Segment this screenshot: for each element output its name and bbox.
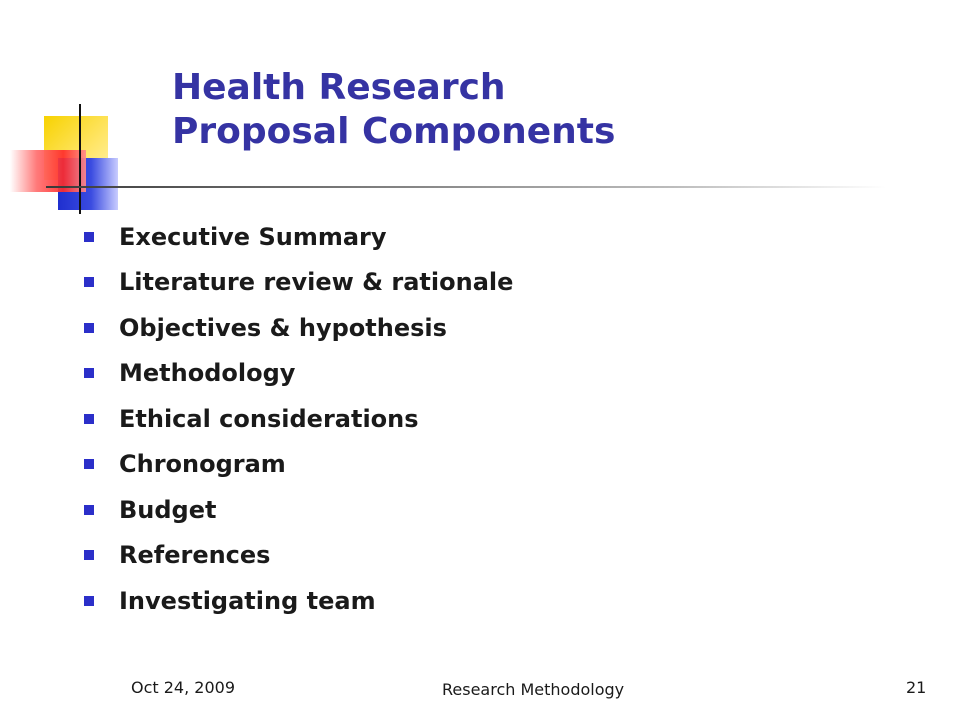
slide-title [172, 66, 615, 154]
list-item-label: Investigating team [119, 586, 376, 615]
list-item [84, 214, 513, 260]
square-bullet-icon [84, 414, 94, 424]
list-item-label: Methodology [119, 359, 296, 388]
list-item-label: Objectives & hypothesis [119, 313, 447, 342]
list-item [84, 442, 513, 488]
slide-title-line-2: Proposal Components [172, 111, 616, 152]
slide-title-line-1: Health Research [172, 67, 506, 108]
square-bullet-icon [84, 596, 94, 606]
list-item [84, 487, 513, 533]
square-bullet-icon [84, 505, 94, 515]
title-underline-rule [46, 186, 886, 188]
list-item-label: References [119, 541, 271, 570]
square-bullet-icon [84, 232, 94, 242]
list-item-label: Executive Summary [119, 222, 387, 251]
list-item [84, 396, 513, 442]
slide-number: 21 [906, 678, 927, 697]
list-item [84, 305, 513, 351]
list-item [84, 578, 513, 624]
list-item-label: Budget [119, 495, 217, 524]
list-item-label: Chronogram [119, 450, 286, 479]
list-item [84, 351, 513, 397]
square-bullet-icon [84, 550, 94, 560]
vertical-rule [79, 104, 81, 214]
square-bullet-icon [84, 459, 94, 469]
square-bullet-icon [84, 368, 94, 378]
list-item [84, 260, 513, 306]
list-item [84, 533, 513, 579]
square-bullet-icon [84, 323, 94, 333]
list-item-label: Literature review & rationale [119, 268, 514, 297]
components-list [84, 214, 513, 624]
footer-title: Research Methodology [442, 680, 625, 699]
square-bullet-icon [84, 277, 94, 287]
list-item-label: Ethical considerations [119, 404, 419, 433]
footer-date: Oct 24, 2009 [131, 678, 235, 697]
